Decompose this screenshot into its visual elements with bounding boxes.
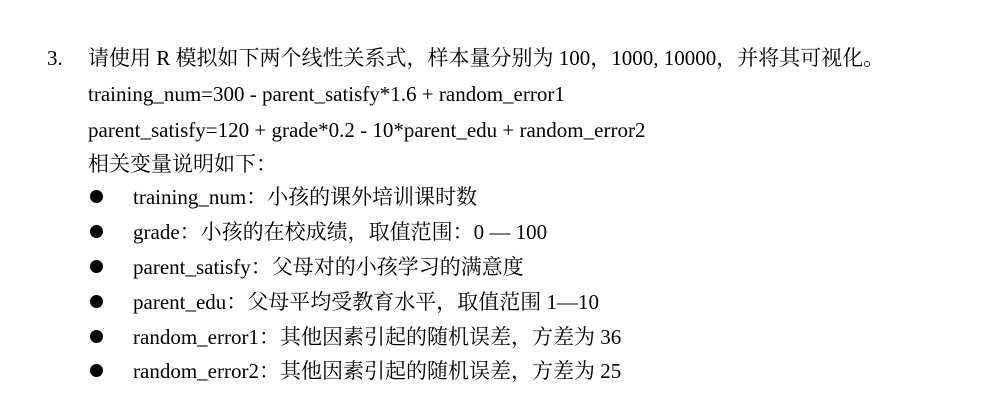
bullet-icon xyxy=(90,364,103,377)
list-item-text: grade：小孩的在校成绩，取值范围：0 — 100 xyxy=(133,220,548,244)
bullet-icon xyxy=(90,225,103,238)
variables-intro: 相关变量说明如下： xyxy=(88,152,277,176)
formula-2: parent_satisfy=120 + grade*0.2 - 10*parent_edu + random_error2 xyxy=(88,118,646,142)
bullet-icon xyxy=(90,330,103,343)
bullet-icon xyxy=(90,295,103,308)
bullet-icon xyxy=(90,190,103,203)
bullet-icon xyxy=(90,260,103,273)
formula-1: training_num=300 - parent_satisfy*1.6 + random_error1 xyxy=(88,82,565,106)
question-title: 请使用 R 模拟如下两个线性关系式，样本量分别为 100，1000, 10000，并将其可视化。 xyxy=(88,46,885,70)
list-item-text: random_error2：其他因素引起的随机误差，方差为 25 xyxy=(133,359,622,383)
question-number: 3. xyxy=(47,46,63,70)
list-item-text: training_num：小孩的课外培训课时数 xyxy=(133,185,478,209)
list-item-text: parent_satisfy：父母对的小孩学习的满意度 xyxy=(133,255,524,279)
list-item-text: random_error1：其他因素引起的随机误差，方差为 36 xyxy=(133,325,622,349)
list-item-text: parent_edu：父母平均受教育水平，取值范围 1—10 xyxy=(133,290,600,314)
